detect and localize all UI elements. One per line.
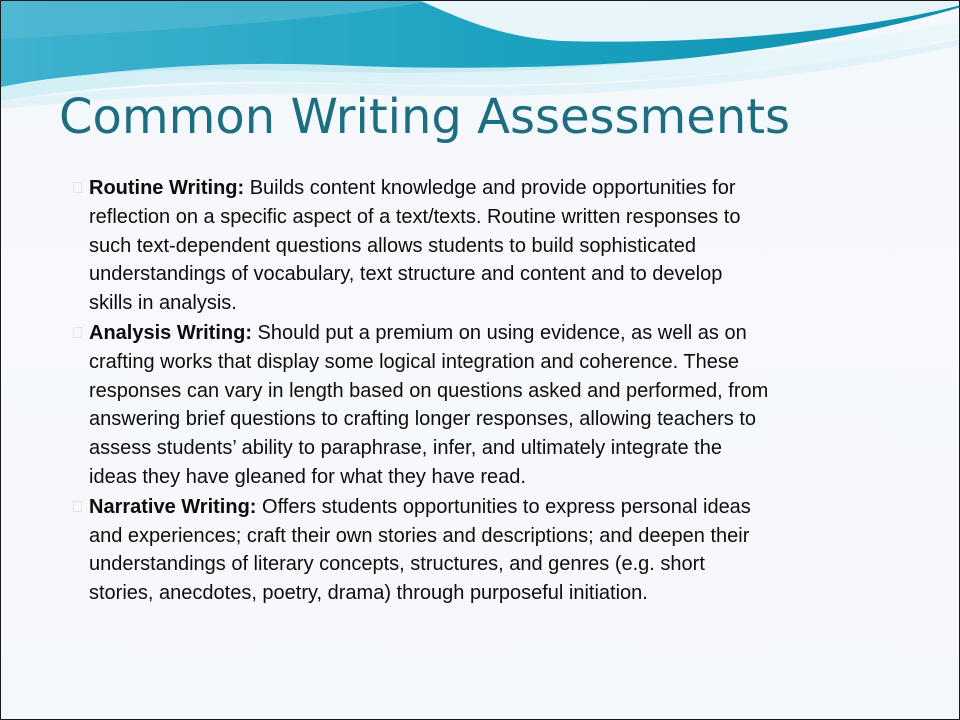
text-line: and experiences; craft their own stories and descriptions; and deepen their: [89, 524, 750, 547]
item-term: Analysis Writing:: [89, 321, 252, 344]
text-line: assess students’ ability to paraphrase, infer, and ultimately integrate the: [89, 437, 722, 460]
item-text: Offers students opportunities to express personal ideas: [256, 495, 751, 518]
list-item: [71, 319, 921, 492]
item-text: Should put a premium on using evidence, as well as on: [252, 321, 747, 344]
list-item: [71, 493, 921, 608]
text-line: such text-dependent questions allows students to build sophisticated: [89, 234, 697, 257]
text-line: crafting works that display some logical integration and coherence. These: [89, 350, 739, 373]
slide-title: Common Writing Assessments: [59, 89, 791, 145]
bullet-list: [71, 174, 921, 609]
bullet-marker-icon: [73, 182, 82, 193]
text-line: stories, anecdotes, poetry, drama) through purposeful initiation.: [89, 582, 648, 605]
item-term: Narrative Writing:: [89, 495, 257, 518]
item-text: Builds content knowledge and provide opportunities for: [244, 177, 736, 199]
text-line: responses can vary in length based on questions asked and performed, from: [89, 379, 769, 402]
list-item: [71, 174, 921, 318]
text-line: [89, 319, 921, 348]
bullet-marker-icon: [73, 327, 82, 338]
text-line: understandings of vocabulary, text structure and content and to develop: [89, 263, 723, 286]
text-line: skills in analysis.: [89, 292, 237, 315]
item-term: Routine Writing:: [89, 177, 245, 199]
text-line: ideas they have gleaned for what they have read.: [89, 465, 526, 488]
text-line: [89, 174, 921, 203]
text-line: understandings of literary concepts, structures, and genres (e.g. short: [89, 553, 705, 576]
text-line: reflection on a specific aspect of a text/texts. Routine written responses to: [89, 205, 741, 228]
bullet-marker-icon: [73, 501, 82, 512]
text-line: answering brief questions to crafting longer responses, allowing teachers to: [89, 408, 757, 431]
text-line: [89, 493, 921, 522]
